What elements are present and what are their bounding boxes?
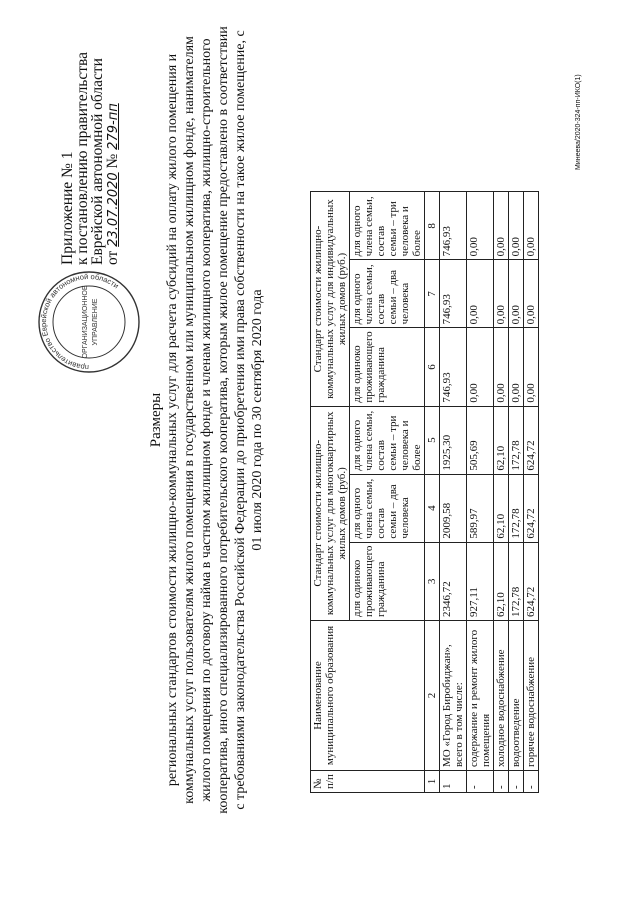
appendix-date-number	[105, 15, 121, 265]
header-sub: для одного члена семьи, состав семьи – два человека	[350, 474, 425, 542]
row-name: содержание и ремонт жилого помещения	[467, 621, 494, 771]
row-num: -	[524, 771, 539, 793]
row-value: 0,00	[524, 260, 539, 328]
row-value: 746,93	[440, 260, 467, 328]
row-value: 0,00	[509, 192, 524, 260]
row-value: 0,00	[494, 328, 509, 406]
col-number: 8	[425, 192, 440, 260]
row-value: 172,78	[509, 406, 524, 474]
document-title	[148, 25, 266, 815]
row-value: 0,00	[467, 192, 494, 260]
row-name: водоотведение	[509, 621, 524, 771]
header-name: Наименование муниципального образования	[311, 621, 425, 771]
header-sub: для одного члена семьи, состав семьи – три человека и более	[350, 406, 425, 474]
header-group-apartment: Стандарт стоимости жилищно-коммунальных услуг для многоквартирных жилых домов (руб.)	[311, 406, 350, 620]
row-value: 0,00	[494, 260, 509, 328]
row-value: 927,11	[467, 542, 494, 620]
from-label: от	[104, 250, 121, 265]
row-value: 0,00	[524, 192, 539, 260]
row-value: 172,78	[509, 474, 524, 542]
col-number: 4	[425, 474, 440, 542]
title-heading: Размеры	[148, 392, 164, 448]
official-stamp	[36, 269, 142, 375]
title-body: региональных стандартов стоимости жилищно-коммунальных услуг для расчета субсидий на оплату жилого помещения и коммунальных услуг пользователям жилого помещения в государственном или муниципальном жилищном фонде, нанимателям жилого помещения по договору найма в частном жилищном фонде и членам жилищного кооператива, жилищно-строительного кооператива, иного специализированного потребительского кооператива, которым жилое помещение предоставлено в соответствии с требованиями законодательства Российской Федерации до приобретения ими права собственности на такое жилое помещение, с 01 июля 2020 года по 30 сентября 2020 года	[165, 26, 265, 814]
row-value: 62,10	[494, 474, 509, 542]
row-value: 589,97	[467, 474, 494, 542]
stamp-center-line2: УПРАВЛЕНИЕ	[92, 298, 99, 346]
row-value: 0,00	[494, 192, 509, 260]
col-number: 6	[425, 328, 440, 406]
table-row	[467, 192, 494, 793]
stamp-center-line1: ОРГАНИЗАЦИОННОЕ	[82, 285, 89, 359]
stamp-ring-text: правительство Еврейской автономной области	[38, 271, 121, 373]
row-num: -	[509, 771, 524, 793]
row-value: 62,10	[494, 542, 509, 620]
col-number: 5	[425, 406, 440, 474]
row-name: горячее водоснабжение	[524, 621, 539, 771]
row-value: 0,00	[467, 260, 494, 328]
number-label: №	[104, 153, 121, 169]
header-sub: для одиноко проживающего гражданина	[350, 328, 425, 406]
header-row-1	[311, 192, 350, 793]
table-row	[494, 192, 509, 793]
header-sub: для одиноко проживающего гражданина	[350, 542, 425, 620]
row-value: 2009,58	[440, 474, 467, 542]
row-value: 0,00	[524, 328, 539, 406]
row-name: МО «Город Биробиджан», всего в том числе:	[440, 621, 467, 771]
row-value: 2346,72	[440, 542, 467, 620]
col-number: 2	[425, 621, 440, 771]
header-sub: для одного члена семьи, состав семьи – два человека	[350, 260, 425, 328]
document-footer-code: Минеева/2020-324-пп-ИКО(1)	[575, 74, 582, 170]
row-value: 746,93	[440, 328, 467, 406]
appendix-title: Приложение № 1	[59, 151, 76, 265]
row-num: -	[494, 771, 509, 793]
col-number: 1	[425, 771, 440, 793]
row-value: 1925,30	[440, 406, 467, 474]
table-row	[440, 192, 467, 793]
row-value: 505,69	[467, 406, 494, 474]
row-value: 746,93	[440, 192, 467, 260]
appendix-number: 279-пп	[106, 103, 121, 150]
appendix-line1: к постановлению правительства	[74, 51, 91, 265]
appendix-line2: Еврейской автономной области	[89, 58, 106, 265]
row-value: 0,00	[467, 328, 494, 406]
row-value: 624,72	[524, 406, 539, 474]
row-value: 62,10	[494, 406, 509, 474]
row-num: -	[467, 771, 494, 793]
header-group-individual: Стандарт стоимости жилищно-коммунальных услуг для индивидуальных жилых домов (руб.)	[311, 192, 350, 406]
col-number: 7	[425, 260, 440, 328]
table-row	[509, 192, 524, 793]
row-num: 1	[440, 771, 467, 793]
row-value: 172,78	[509, 542, 524, 620]
row-value: 0,00	[509, 328, 524, 406]
standards-table	[310, 191, 539, 793]
header-sub: для одного члена семьи, состав семьи – три человека и более	[350, 192, 425, 260]
row-name: холодное водоснабжение	[494, 621, 509, 771]
header-num: № п/п	[311, 771, 425, 793]
table-row	[524, 192, 539, 793]
row-value: 624,72	[524, 542, 539, 620]
row-value: 624,72	[524, 474, 539, 542]
row-value: 0,00	[509, 260, 524, 328]
col-number: 3	[425, 542, 440, 620]
appendix-date: 23.07.2020	[106, 172, 121, 247]
appendix-block	[60, 15, 121, 265]
column-number-row	[425, 192, 440, 793]
